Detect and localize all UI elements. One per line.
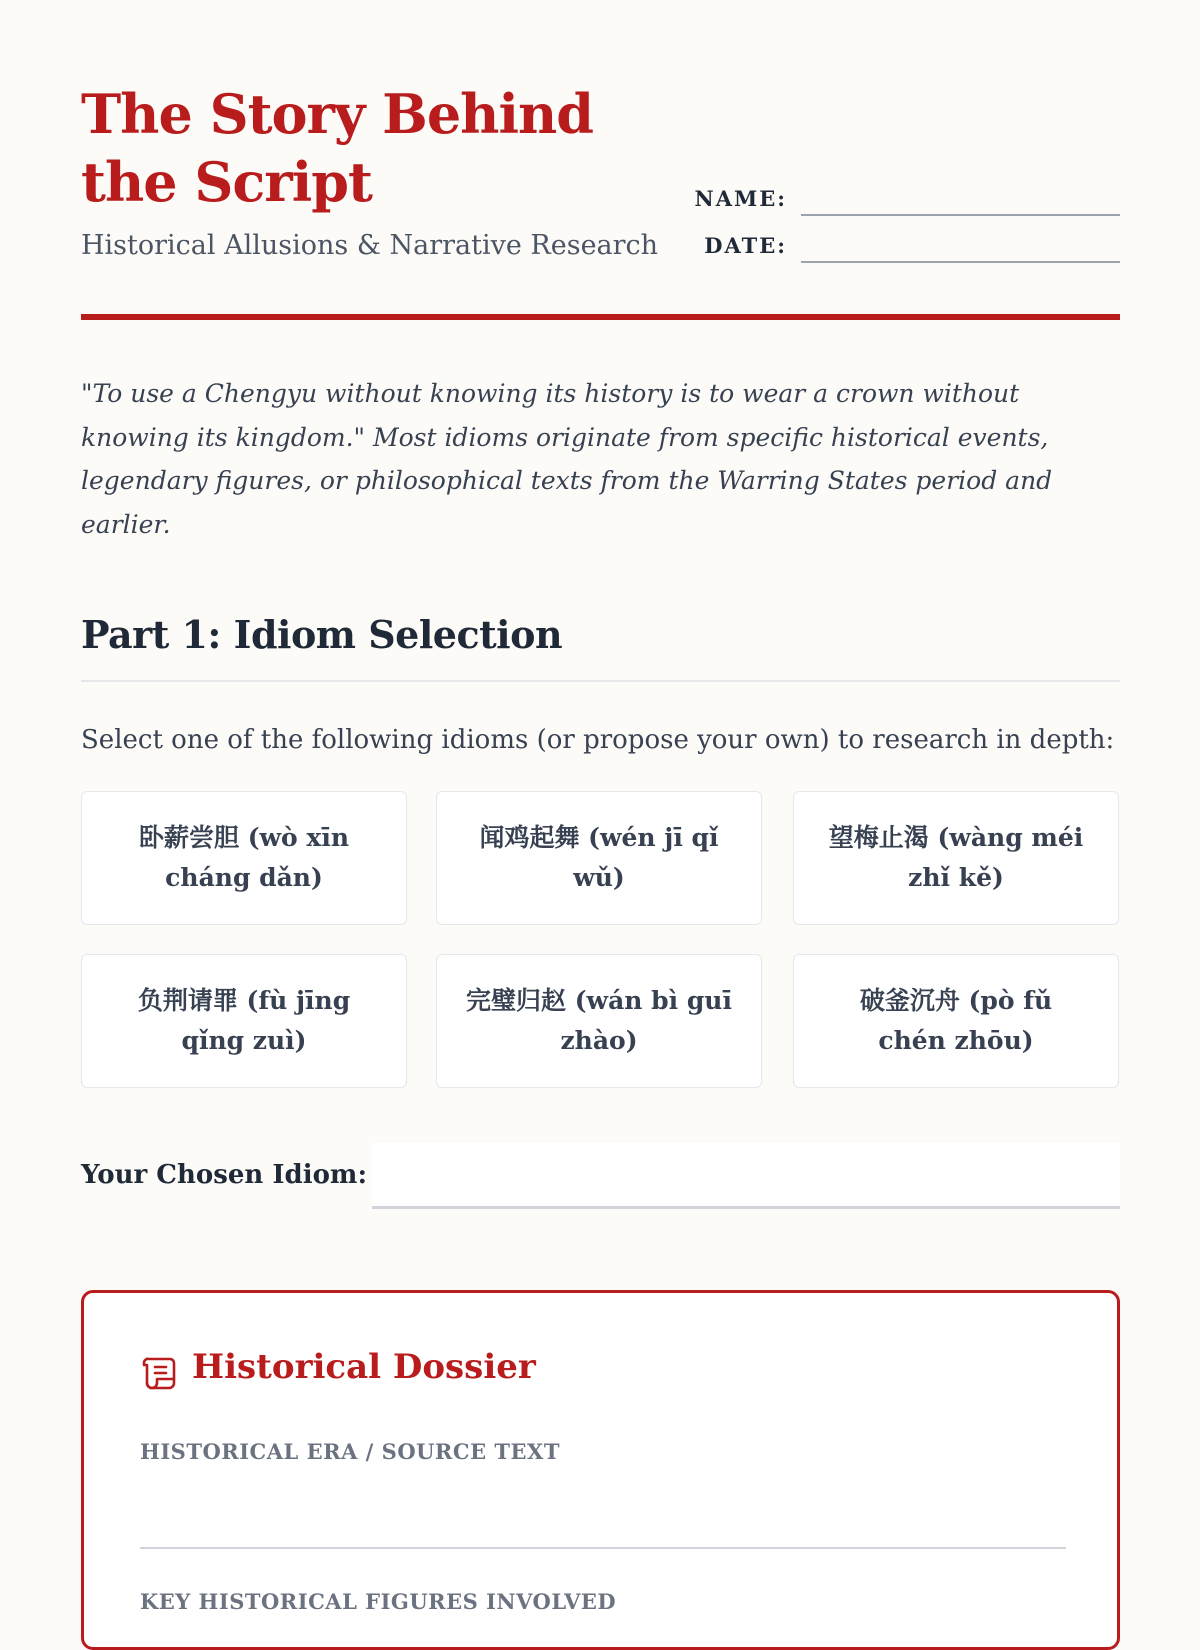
intro-quote: "To use a Chengyu without knowing its history is to wear a crown without knowing its kingdom." Most idioms originate from specific historical events, legendary figures, or philosophical texts from the Warring States period and earlier. (81, 379, 1053, 539)
part1-title: Part 1: Idiom Selection (81, 612, 563, 657)
idiom-option[interactable]: 负荆请罪 (fù jīng qǐng zuì) (81, 954, 407, 1088)
dossier-title: Historical Dossier (192, 1347, 536, 1387)
header-divider (81, 314, 1120, 320)
chosen-idiom-label: Your Chosen Idiom: (81, 1160, 368, 1190)
date-label: DATE: (704, 233, 787, 258)
name-label: NAME: (694, 186, 787, 211)
section-divider (81, 680, 1120, 682)
idiom-option[interactable]: 卧薪尝胆 (wò xīn cháng dǎn) (81, 791, 407, 925)
date-row (681, 231, 1120, 271)
idiom-option[interactable]: 破釜沉舟 (pò fǔ chén zhōu) (793, 954, 1119, 1088)
idiom-option[interactable]: 望梅止渴 (wàng méi zhǐ kě) (793, 791, 1119, 925)
idiom-option[interactable]: 闻鸡起舞 (wén jī qǐ wǔ) (436, 791, 762, 925)
scroll-icon (140, 1355, 178, 1391)
era-source-field[interactable] (140, 1547, 1066, 1549)
page-title: The Story Behind the Script (81, 82, 593, 214)
chosen-idiom-input[interactable] (372, 1143, 1120, 1209)
key-figures-label: KEY HISTORICAL FIGURES INVOLVED (140, 1589, 617, 1614)
name-field[interactable] (801, 184, 1120, 216)
historical-dossier (81, 1290, 1120, 1650)
era-source-label: HISTORICAL ERA / SOURCE TEXT (140, 1439, 560, 1464)
idiom-option[interactable]: 完璧归赵 (wán bì guī zhào) (436, 954, 762, 1088)
name-row (681, 184, 1120, 224)
worksheet-header (81, 80, 1120, 320)
date-field[interactable] (801, 231, 1120, 263)
part1-instructions: Select one of the following idioms (or propose your own) to research in depth: (81, 725, 1115, 755)
page-subtitle: Historical Allusions & Narrative Research (81, 230, 659, 261)
